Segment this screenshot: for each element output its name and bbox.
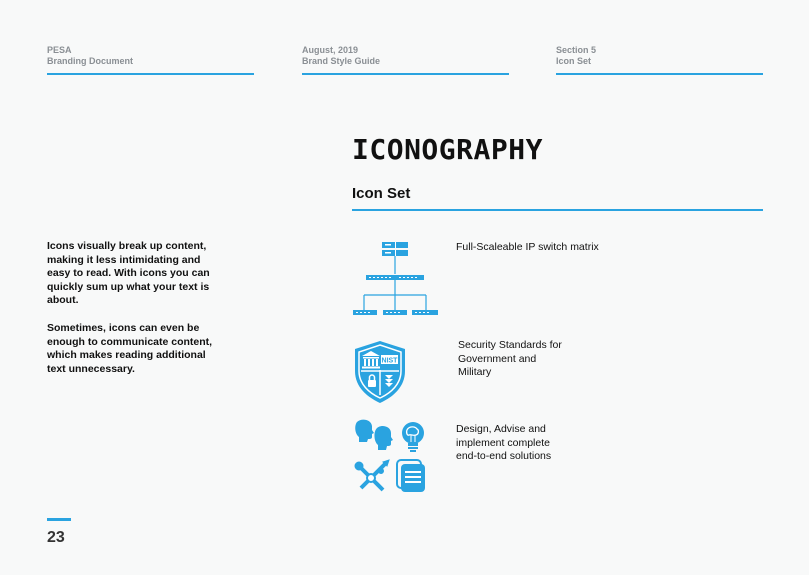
icon-label-network: Full-Scaleable IP switch matrix: [456, 241, 599, 253]
page-title: ICONOGRAPHY: [352, 133, 543, 166]
header-column-section: [556, 45, 763, 75]
page-number-accent: [47, 518, 71, 521]
tools-icon: [355, 460, 389, 490]
header-column-date: [302, 45, 509, 75]
intro-paragraph-1: Icons visually break up content, making it less intimidating and easy to read. With icons you can quickly sum up what your text is about.: [47, 240, 210, 306]
security-shield-icon: [353, 339, 407, 410]
documents-icon: [397, 460, 425, 492]
nist-badge-text: NIST: [381, 357, 398, 365]
header-section-name: Icon Set: [556, 56, 592, 66]
header-guide-name: Brand Style Guide: [302, 56, 381, 66]
subtitle-divider: [352, 209, 763, 211]
idea-bulb-icon: [402, 422, 424, 452]
icon-label-design: Design, Advise and implement complete end-to-end solutions: [456, 423, 552, 462]
header-date: August, 2019: [302, 45, 359, 55]
icon-label-security: Security Standards for Government and Military: [458, 339, 562, 378]
intro-paragraph-2: Sometimes, icons can even be enough to communicate content, which makes reading additional text unnecessary.: [47, 322, 213, 375]
header-column-organization: [47, 45, 254, 75]
header-section: Section 5: [556, 45, 597, 55]
design-advise-icon-group: [353, 418, 427, 499]
network-switch-icon: [352, 240, 440, 323]
advise-heads-icon: [355, 420, 393, 450]
header-org-name: PESA: [47, 45, 72, 55]
section-subtitle: Icon Set: [352, 185, 411, 202]
page-number: 23: [47, 529, 65, 546]
header-doc-type: Branding Document: [47, 56, 134, 66]
